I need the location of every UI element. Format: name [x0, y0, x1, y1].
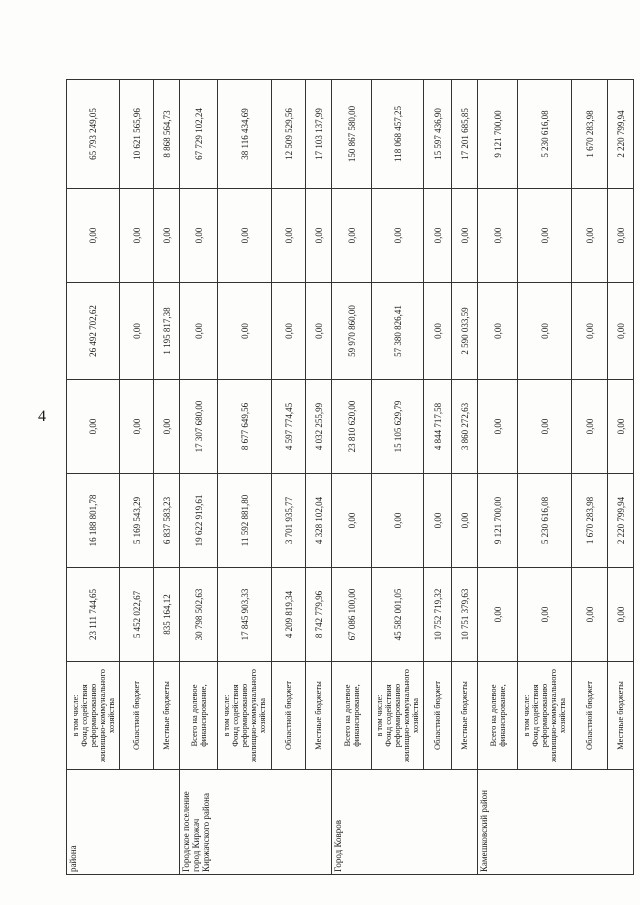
value-cell: 5 452 022,67 — [120, 568, 154, 662]
value-cell: 0,00 — [154, 189, 180, 283]
value-cell: 57 380 826,41 — [372, 283, 424, 380]
value-cell: 0,00 — [67, 189, 120, 283]
value-cell: 4 328 102,04 — [306, 474, 332, 568]
category-cell — [372, 662, 424, 770]
value-cell: 10 751 379,63 — [452, 568, 478, 662]
rotated-table-wrapper — [66, 80, 626, 875]
value-cell: 8 742 779,96 — [306, 568, 332, 662]
category-prefix: в том числе: — [70, 694, 80, 737]
category-label: Местные бюджеты — [313, 681, 323, 750]
category-prefix: в том числе: — [222, 694, 231, 737]
value-cell: 5 230 616,08 — [518, 80, 572, 189]
category-label: Фонд содействия реформированию жилищно-коммунального хозяйства — [530, 668, 567, 763]
value-cell: 15 597 436,90 — [424, 80, 452, 189]
value-cell: 6 837 583,23 — [154, 474, 180, 568]
category-cell — [180, 662, 218, 770]
category-cell — [478, 662, 518, 770]
value-cell: 5 169 543,29 — [120, 474, 154, 568]
value-cell: 4 844 717,58 — [424, 380, 452, 474]
value-cell: 0,00 — [452, 189, 478, 283]
value-cell: 0,00 — [306, 189, 332, 283]
value-cell: 0,00 — [518, 283, 572, 380]
value-cell: 1 195 817,38 — [154, 283, 180, 380]
table-row — [120, 80, 154, 875]
value-cell: 5 230 616,08 — [518, 474, 572, 568]
value-cell: 4 032 255,99 — [306, 380, 332, 474]
category-label: Всего на долевое финансирование, — [188, 684, 208, 747]
value-cell: 17 201 685,85 — [452, 80, 478, 189]
category-cell — [306, 662, 332, 770]
value-cell: 0,00 — [608, 283, 634, 380]
value-cell: 65 793 249,05 — [67, 80, 120, 189]
category-cell — [608, 662, 634, 770]
value-cell: 0,00 — [572, 283, 608, 380]
value-cell: 0,00 — [180, 189, 218, 283]
category-label: Фонд содействия реформированию жилищно-коммунального хозяйства — [230, 668, 267, 763]
value-cell: 8 677 649,56 — [218, 380, 272, 474]
value-cell: 2 220 799,94 — [608, 474, 634, 568]
category-cell — [332, 662, 372, 770]
value-cell: 8 868 564,73 — [154, 80, 180, 189]
category-label: Областной бюджет — [584, 680, 594, 751]
municipality-cell: Городское поселение город Киржач Киржачского района — [180, 770, 332, 875]
municipality-cell: района — [67, 770, 180, 875]
value-cell: 17 307 680,00 — [180, 380, 218, 474]
category-cell — [452, 662, 478, 770]
value-cell: 0,00 — [424, 474, 452, 568]
value-cell: 11 592 881,80 — [218, 474, 272, 568]
value-cell: 1 670 283,98 — [572, 474, 608, 568]
category-label: Областной бюджет — [131, 680, 141, 751]
value-cell: 835 164,12 — [154, 568, 180, 662]
value-cell: 26 492 702,62 — [67, 283, 120, 380]
value-cell: 150 867 580,00 — [332, 80, 372, 189]
category-prefix: в том числе: — [375, 694, 384, 737]
value-cell: 67 086 100,00 — [332, 568, 372, 662]
value-cell: 15 105 629,79 — [372, 380, 424, 474]
value-cell: 67 729 102,24 — [180, 80, 218, 189]
category-cell — [67, 662, 120, 770]
table-row — [424, 80, 452, 875]
value-cell: 0,00 — [272, 189, 306, 283]
value-cell: 0,00 — [120, 380, 154, 474]
category-label: Местные бюджеты — [161, 681, 171, 750]
value-cell: 1 670 283,98 — [572, 80, 608, 189]
value-cell: 0,00 — [572, 380, 608, 474]
value-cell: 0,00 — [218, 189, 272, 283]
value-cell: 0,00 — [518, 189, 572, 283]
category-label: Всего на долевое финансирование, — [487, 684, 507, 747]
value-cell: 12 509 529,56 — [272, 80, 306, 189]
category-label: Местные бюджеты — [459, 681, 469, 750]
table-row — [478, 80, 518, 875]
table-row — [372, 80, 424, 875]
value-cell: 0,00 — [67, 380, 120, 474]
value-cell: 0,00 — [180, 283, 218, 380]
value-cell: 4 209 819,34 — [272, 568, 306, 662]
table-row — [332, 80, 372, 875]
category-cell — [218, 662, 272, 770]
value-cell: 0,00 — [154, 380, 180, 474]
table-row — [452, 80, 478, 875]
category-cell — [272, 662, 306, 770]
category-label: Местные бюджеты — [615, 681, 625, 750]
value-cell: 45 582 001,05 — [372, 568, 424, 662]
value-cell: 0,00 — [608, 380, 634, 474]
value-cell: 10 752 719,32 — [424, 568, 452, 662]
value-cell: 0,00 — [332, 474, 372, 568]
value-cell: 2 590 033,59 — [452, 283, 478, 380]
category-cell — [424, 662, 452, 770]
value-cell: 0,00 — [424, 283, 452, 380]
table-row — [306, 80, 332, 875]
value-cell: 0,00 — [218, 283, 272, 380]
value-cell: 17 845 903,33 — [218, 568, 272, 662]
value-cell: 19 622 919,61 — [180, 474, 218, 568]
value-cell: 4 597 774,45 — [272, 380, 306, 474]
table-row — [67, 80, 120, 875]
category-cell — [572, 662, 608, 770]
category-cell — [154, 662, 180, 770]
category-label: Фонд содействия реформированию жилищно-коммунального хозяйства — [78, 668, 116, 763]
value-cell: 30 798 502,63 — [180, 568, 218, 662]
value-cell: 3 860 272,63 — [452, 380, 478, 474]
category-label: Областной бюджет — [432, 680, 442, 751]
municipality-cell: Город Ковров — [332, 770, 478, 875]
category-cell — [518, 662, 572, 770]
category-label: Всего на долевое финансирование, — [341, 684, 361, 747]
value-cell: 23 810 620,00 — [332, 380, 372, 474]
value-cell: 3 701 935,77 — [272, 474, 306, 568]
value-cell: 0,00 — [306, 283, 332, 380]
table-row — [608, 80, 634, 875]
value-cell: 0,00 — [372, 189, 424, 283]
value-cell: 0,00 — [372, 474, 424, 568]
table-row — [272, 80, 306, 875]
funding-table — [66, 79, 634, 875]
value-cell: 0,00 — [478, 568, 518, 662]
value-cell: 0,00 — [608, 189, 634, 283]
value-cell: 59 970 860,00 — [332, 283, 372, 380]
category-cell — [120, 662, 154, 770]
value-cell: 0,00 — [452, 474, 478, 568]
value-cell: 23 111 744,65 — [67, 568, 120, 662]
value-cell: 16 188 801,78 — [67, 474, 120, 568]
value-cell: 0,00 — [478, 380, 518, 474]
value-cell: 0,00 — [572, 189, 608, 283]
value-cell: 0,00 — [478, 283, 518, 380]
table-body — [67, 80, 634, 875]
value-cell: 118 068 457,25 — [372, 80, 424, 189]
value-cell: 9 121 700,00 — [478, 474, 518, 568]
value-cell: 0,00 — [518, 380, 572, 474]
value-cell: 0,00 — [572, 568, 608, 662]
category-label: Областной бюджет — [283, 680, 293, 751]
value-cell: 0,00 — [120, 283, 154, 380]
table-row — [572, 80, 608, 875]
value-cell: 10 621 565,96 — [120, 80, 154, 189]
table-row — [180, 80, 218, 875]
table-row — [154, 80, 180, 875]
value-cell: 0,00 — [478, 189, 518, 283]
value-cell: 0,00 — [424, 189, 452, 283]
value-cell: 9 121 700,00 — [478, 80, 518, 189]
table-row — [218, 80, 272, 875]
value-cell: 38 116 434,69 — [218, 80, 272, 189]
municipality-cell: Камешковский район — [478, 770, 634, 875]
table-row — [518, 80, 572, 875]
value-cell: 0,00 — [608, 568, 634, 662]
category-label: Фонд содействия реформированию жилищно-коммунального хозяйства — [383, 668, 420, 763]
value-cell: 2 220 799,94 — [608, 80, 634, 189]
value-cell: 0,00 — [272, 283, 306, 380]
value-cell: 0,00 — [332, 189, 372, 283]
value-cell: 0,00 — [518, 568, 572, 662]
category-prefix: в том числе: — [522, 694, 531, 737]
page-number: 4 — [38, 408, 46, 425]
value-cell: 0,00 — [120, 189, 154, 283]
value-cell: 17 103 137,99 — [306, 80, 332, 189]
